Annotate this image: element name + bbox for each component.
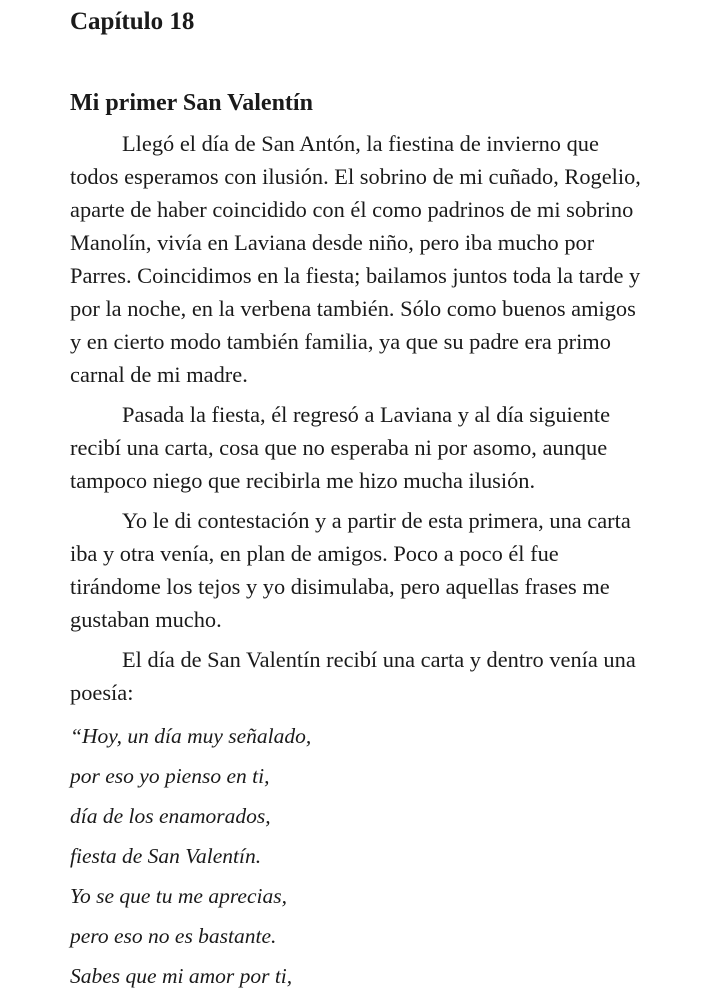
poem-verse: Yo se que tu me aprecias, [70,884,287,908]
paragraph: El día de San Valentín recibí una carta y dentro venía una poesía: [70,647,636,705]
poem-verse: por eso yo pienso en ti, [70,764,270,788]
paragraph: Pasada la fiesta, él regresó a Laviana y al día siguiente recibí una carta, cosa que no esperaba ni por asomo, aunque tampoco niego que recibirla me hizo mucha ilusión. [70,402,611,493]
poem-verse: pero eso no es bastante. [70,924,277,948]
section-title: Mi primer San Valentín [70,90,313,116]
poem-verse: día de los enamorados, [70,804,271,828]
poem-verse: fiesta de San Valentín. [70,844,262,868]
poem [70,716,650,996]
poem-verse: “Hoy, un día muy señalado, [70,724,312,748]
poem-verse: Sabes que mi amor por ti, [70,964,293,988]
chapter-label: Capítulo 18 [70,8,195,35]
body-text [70,127,650,996]
paragraph: Yo le di contestación y a partir de esta primera, una carta iba y otra venía, en plan de amigos. Poco a poco él fue tirándome los tejos y yo disimulaba, pero aquellas frases me gustaban mucho. [70,508,631,632]
paragraph: Llegó el día de San Antón, la fiestina de invierno que todos esperamos con ilusión. El sobrino de mi cuñado, Rogelio, aparte de haber coincidido con él como padrinos de mi sobrino Manolín, vivía en Laviana desde niño, pero iba mucho por Parres. Coincidimos en la fiesta; bailamos juntos toda la tarde y por la noche, en la verbena también. Sólo como buenos amigos y en cierto modo también familia, ya que su padre era primo carnal de mi madre. [70,131,641,387]
